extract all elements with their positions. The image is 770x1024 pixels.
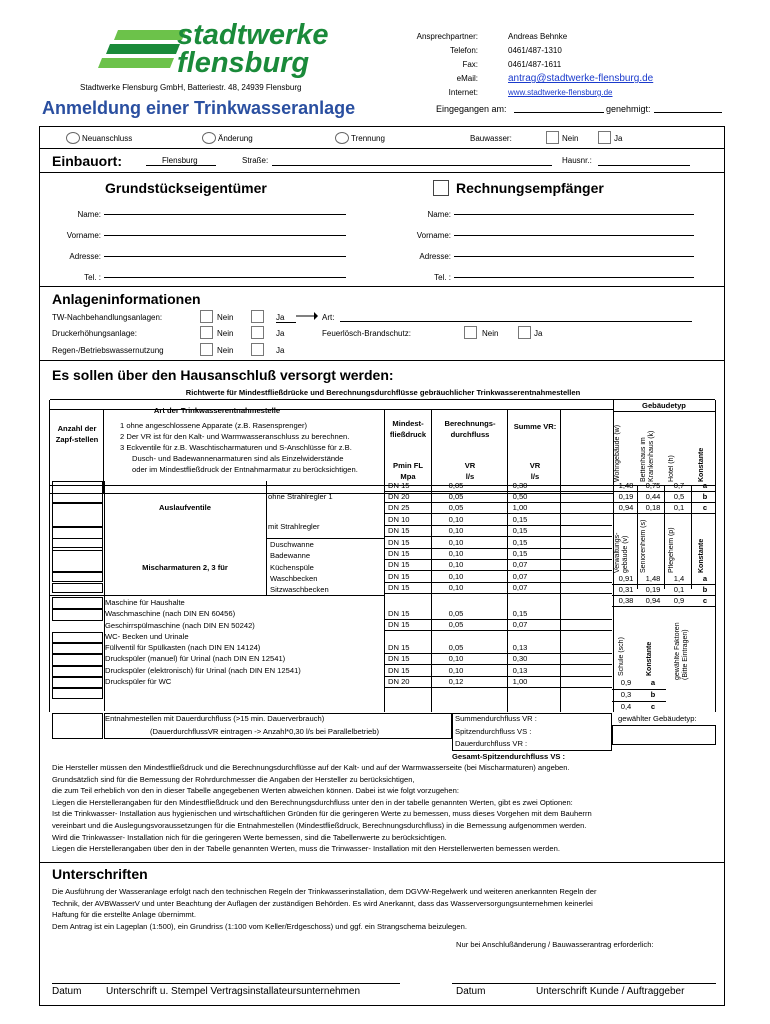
contact-values: Andreas Behnke 0461/487-1310 0461/487-1611 antrag@stadtwerke-flensburg.de www.stadtwerke-flensburg.de bbox=[508, 30, 653, 100]
flow-cell: 0,07 bbox=[512, 583, 528, 592]
without-aerator-label: ohne Strahlregler 1 bbox=[268, 492, 333, 501]
count-input[interactable] bbox=[52, 583, 103, 593]
row-divider bbox=[384, 593, 612, 594]
bt-value: 0,3 bbox=[620, 690, 632, 699]
bt-value: b bbox=[650, 690, 656, 699]
row-divider bbox=[384, 653, 612, 654]
supply-subtitle: Richtwerte für Mindestfließdrücke und Berechnungsdurchflüsse gebräuchlicher Trinkwasserentnahmestellen bbox=[185, 388, 581, 397]
row-divider bbox=[384, 548, 612, 549]
row-divider bbox=[384, 502, 612, 503]
company-address: Stadtwerke Flensburg GmbH, Batteriestr. 48, 24939 Flensburg bbox=[80, 83, 302, 92]
construction-water-label: Bauwasser: bbox=[470, 134, 512, 143]
other-outlets: Maschine für Haushalte Waschmaschine (nach DIN EN 60456) Geschirrspülmaschine (nach DIN EN 50242) WC- Becken und Urinale Füllventil für Spülkasten (nach DIN EN 14124) Druckspüler (manuel) für Urinal (nach DIN EN 12541) Druckspüler (elektronisch) für Urinal (nach DIN EN 12541) Druckspüler für WC bbox=[105, 598, 301, 687]
flow-cell: 0,15 bbox=[512, 515, 528, 524]
street-field[interactable] bbox=[272, 165, 552, 166]
min-pressure-cell: 0,12 bbox=[448, 677, 464, 686]
bt-value: 0,9 bbox=[620, 678, 632, 687]
col-calc-header: Berechnungs-durchfluss bbox=[444, 419, 496, 439]
owner-title: Grundstückseigentümer bbox=[105, 180, 267, 196]
bt-divider bbox=[612, 502, 716, 503]
billing-field-labels: Name: Vorname: Adresse: Tel. : bbox=[416, 210, 451, 282]
flow-cell: 0,13 bbox=[512, 643, 528, 652]
row-divider bbox=[384, 525, 612, 526]
booster-no-checkbox[interactable] bbox=[200, 326, 213, 339]
bt-value: 0,44 bbox=[645, 492, 661, 501]
supply-title: Es sollen über den Hausanschluß versorgt werden: bbox=[52, 367, 394, 383]
bt-value: 1,4 bbox=[673, 574, 685, 583]
divider bbox=[39, 286, 725, 287]
art-label: Art: bbox=[322, 313, 335, 322]
flow-cell: 0,07 bbox=[512, 560, 528, 569]
signature-text: Die Ausführung der Wasseranlage erfolgt nach den technischen Regeln der Trinkwasserinstallation, dem DGVW-Regelwerk und weiteren anerkannten Regeln der Technik, der AVBWasserV und unter Beachtung der Auflagen der zuständigen Behörden. Es wird Anerkannt, dass das Wasserversorgungsunternehmen keinerlei Haftung für die erstellte Anlage übernimmt. Dem Antrag ist ein Lageplan (1:500), ein Grundriss (1:100 vom Keller/Erdgeschoss) und ggf. ein Strangschema beizulegen. bbox=[52, 887, 597, 931]
booster-label: Druckerhöhungsanlage: bbox=[52, 329, 137, 338]
min-pressure-cell: 0,10 bbox=[448, 572, 464, 581]
units-min: Pmin FL Mpa bbox=[393, 461, 423, 481]
bt-value: 1,48 bbox=[618, 481, 634, 490]
bt-value: 0,5 bbox=[673, 492, 685, 501]
bt-divider bbox=[612, 701, 666, 702]
continuous-flow-hint: (DauerdurchflussVR eintragen -> Anzahl*0,30 l/s bei Parallelbetrieb) bbox=[150, 727, 379, 736]
signature-note: Nur bei Anschlußänderung / Bauwasserantrag erforderlich: bbox=[456, 940, 654, 949]
min-pressure-cell: 0,10 bbox=[448, 515, 464, 524]
min-pressure-cell: 0,05 bbox=[448, 503, 464, 512]
bt-head-s: Seniorenheim (s) bbox=[640, 519, 647, 573]
dn-cell: DN 15 bbox=[388, 643, 410, 652]
mixer-items: Duschwanne Badewanne Küchenspüle Waschbecken Sitzwaschbecken bbox=[270, 540, 329, 595]
install-location-label: Einbauort: bbox=[52, 153, 122, 169]
bt-head-w: Wohngebäude (w) bbox=[614, 424, 621, 482]
bt-divider bbox=[612, 689, 666, 690]
bt-value: 0,18 bbox=[645, 503, 661, 512]
row-divider bbox=[384, 491, 612, 492]
separation-label: Trennung bbox=[351, 134, 385, 143]
billing-address-field[interactable] bbox=[454, 256, 694, 257]
peak-flow-label: Spitzendurchfluss VS : bbox=[455, 727, 532, 736]
dn-cell: DN 25 bbox=[388, 503, 410, 512]
dn-cell: DN 10 bbox=[388, 515, 410, 524]
count-input[interactable] bbox=[52, 503, 103, 527]
min-pressure-cell: 0,10 bbox=[448, 526, 464, 535]
change-radio[interactable] bbox=[202, 132, 216, 144]
flow-cell: 0,30 bbox=[512, 654, 528, 663]
flow-cell: 0,13 bbox=[512, 666, 528, 675]
received-field[interactable] bbox=[514, 112, 604, 113]
tw-no-checkbox[interactable] bbox=[200, 310, 213, 323]
bt-divider bbox=[612, 491, 716, 492]
date-label-1: Datum bbox=[52, 986, 82, 997]
new-connection-label: Neuanschluss bbox=[82, 134, 133, 143]
billing-name-field[interactable] bbox=[454, 214, 694, 215]
min-pressure-cell: 0,10 bbox=[448, 654, 464, 663]
bt-value: 0,94 bbox=[645, 596, 661, 605]
bt-value: a bbox=[650, 678, 656, 687]
bt-head-v: Verwaltungs-gebäude (v) bbox=[614, 532, 629, 573]
construction-yes-checkbox[interactable] bbox=[598, 131, 611, 144]
bt-divider bbox=[612, 606, 716, 607]
manufacturer-notes: Die Hersteller müssen den Mindestfließdruck und die Berechnungsdurchflüsse auf der Kalt- und auf der Warmwasserseite (bei Mischarmaturen) angeben. Grundsätzlich sind für die Bemessung der Rohrdurchmesser die Angaben der Hersteller zu berücksichtigen, die zum Teil erheblich von den in dieser Tabelle angegebenen Werten abweichen können. Dabei ist wie folgt vorzugehen: Liegen die Herstellerangaben für den Mindestfließdruck und den Berechnungsdurchfluss unter den in der tabelle genannten Werten, gibt es zwei Optionen: Ist die Trinkwasser- Installation aus hygienischen und wirtschaftlichen Gründen für die geringeren Werte zu bemessen, muss dieses Vorgehen mit dem Bauherrn vereinbart und die Auslegungsvoraussetzungen für die Entnahmestellen (Mindestfließdruck, Berechnungsdurchfluss) in die Bemessung aufgenommen werden. Wird die Trinkwasser- Installation nich für die geringeren Werte bemessen, sind die Tabellenwerte zu berücksichtigen. Liegen die Herstellerangaben über den in der Tabelle genannten Werten, muss die Trinwasser- Installation mit den Herstellerwerten bemessen werden. bbox=[52, 763, 592, 854]
construction-no-label: Nein bbox=[562, 134, 579, 143]
group-divider bbox=[50, 595, 384, 596]
install-city: Flensburg bbox=[162, 156, 198, 165]
flow-cell: 0,15 bbox=[512, 538, 528, 547]
bt-head-k: Bettenhaus im Krankenhaus (k) bbox=[640, 430, 655, 482]
dn-cell: DN 15 bbox=[388, 560, 410, 569]
owner-field-labels: Name: Vorname: Adresse: Tel. : bbox=[66, 210, 101, 282]
bt-value: 0,38 bbox=[618, 596, 634, 605]
count-input[interactable] bbox=[52, 597, 103, 609]
min-pressure-cell: 0,05 bbox=[448, 643, 464, 652]
min-pressure-cell: 0,10 bbox=[448, 549, 464, 558]
booster-yes-checkbox[interactable] bbox=[251, 326, 264, 339]
bt-value: a bbox=[702, 574, 708, 583]
col-art-header: Art der Trinkwasserentnahmestelle bbox=[153, 406, 281, 415]
bt-divider bbox=[612, 584, 716, 585]
owner-phone-field[interactable] bbox=[104, 277, 346, 278]
row-divider bbox=[384, 513, 612, 514]
row-divider bbox=[384, 687, 612, 688]
contact-labels: Ansprechpartner: Telefon: Fax: eMail: Internet: bbox=[416, 32, 478, 97]
bt-value: 0,7 bbox=[673, 481, 685, 490]
count-input[interactable] bbox=[52, 677, 103, 688]
rain-no-checkbox[interactable] bbox=[200, 343, 213, 356]
dn-cell: DN 15 bbox=[388, 549, 410, 558]
bt-value: 0,75 bbox=[645, 481, 661, 490]
rain-no-label: Nein bbox=[217, 346, 234, 355]
tw-treatment-label: TW-Nachbehandlungsanlagen: bbox=[52, 313, 163, 322]
bt-value: b bbox=[702, 585, 708, 594]
construction-no-checkbox[interactable] bbox=[546, 131, 559, 144]
art-field[interactable] bbox=[340, 321, 692, 322]
rain-yes-label: Ja bbox=[276, 346, 285, 355]
sum-flow-label: Summendurchfluss VR : bbox=[455, 714, 537, 723]
flow-cell: 0,15 bbox=[512, 526, 528, 535]
count-input[interactable] bbox=[52, 572, 103, 582]
booster-no-label: Nein bbox=[217, 329, 234, 338]
count-input[interactable] bbox=[52, 632, 103, 643]
units-sum: VR l/s bbox=[529, 461, 541, 481]
count-input[interactable] bbox=[52, 688, 103, 699]
dn-cell: DN 15 bbox=[388, 609, 410, 618]
fire-yes-checkbox[interactable] bbox=[518, 326, 531, 339]
web-link[interactable]: www.stadtwerke-flensburg.de bbox=[508, 88, 613, 97]
billing-phone-field[interactable] bbox=[454, 277, 694, 278]
bt-head-const: Konstante bbox=[698, 447, 705, 482]
min-pressure-cell: 0,10 bbox=[448, 560, 464, 569]
flow-cell: 0,30 bbox=[512, 481, 528, 490]
tw-no-label: Nein bbox=[217, 313, 234, 322]
flow-cell: 1,00 bbox=[512, 503, 528, 512]
bt-value: 0,91 bbox=[618, 574, 634, 583]
dn-cell: DN 20 bbox=[388, 492, 410, 501]
bt-value: b bbox=[702, 492, 708, 501]
min-pressure-cell: 0,05 bbox=[448, 492, 464, 501]
bt-head-p: Pflegeheim (p) bbox=[668, 527, 675, 573]
count-input[interactable] bbox=[52, 538, 103, 548]
outlet-label: Auslaufventile bbox=[159, 503, 211, 512]
dn-cell: DN 15 bbox=[388, 654, 410, 663]
col-count-header: Anzahl der Zapf-stellen bbox=[55, 424, 99, 444]
house-number-label: Hausnr.: bbox=[562, 156, 592, 165]
bt-head-h: Hotel (h) bbox=[668, 455, 675, 482]
count-input[interactable] bbox=[52, 643, 103, 654]
col-sum-header: Summe VR: bbox=[513, 422, 557, 431]
arrow-icon bbox=[296, 311, 318, 321]
bt-head-chosen: gewählte Faktoren (Bitte Eintragen) bbox=[674, 622, 689, 680]
units-calc: VR l/s bbox=[464, 461, 476, 481]
min-pressure-cell: 0,05 bbox=[448, 620, 464, 629]
count-input[interactable] bbox=[52, 481, 103, 503]
fire-yes-label: Ja bbox=[534, 329, 543, 338]
fire-no-label: Nein bbox=[482, 329, 499, 338]
city-field[interactable] bbox=[146, 165, 216, 166]
house-number-field[interactable] bbox=[598, 165, 690, 166]
bt-value: 0,19 bbox=[618, 492, 634, 501]
row-divider bbox=[384, 570, 612, 571]
row-divider bbox=[384, 664, 612, 665]
dn-cell: DN 15 bbox=[388, 526, 410, 535]
separation-radio[interactable] bbox=[335, 132, 349, 144]
plant-info-title: Anlageninformationen bbox=[52, 291, 201, 307]
divider bbox=[39, 148, 725, 149]
bt-value: 0,94 bbox=[618, 503, 634, 512]
count-input[interactable] bbox=[52, 609, 103, 621]
signatures-title: Unterschriften bbox=[52, 866, 148, 882]
row-divider bbox=[384, 559, 612, 560]
bt-value: c bbox=[650, 702, 656, 711]
email-link[interactable]: antrag@stadtwerke-flensburg.de bbox=[508, 73, 654, 84]
min-pressure-cell: 0,05 bbox=[448, 609, 464, 618]
bt-value: 0,4 bbox=[620, 702, 632, 711]
total-peak-label: Gesamt-Spitzendurchfluss VS : bbox=[452, 752, 566, 761]
flow-cell: 0,07 bbox=[512, 620, 528, 629]
fire-no-checkbox[interactable] bbox=[464, 326, 477, 339]
min-pressure-cell: 0,10 bbox=[448, 583, 464, 592]
divider bbox=[39, 172, 725, 173]
customer-signature-label: Unterschrift Kunde / Auftraggeber bbox=[536, 986, 685, 997]
owner-firstname-field[interactable] bbox=[104, 235, 346, 236]
count-input[interactable] bbox=[52, 550, 103, 572]
row-divider bbox=[384, 676, 612, 677]
owner-name-field[interactable] bbox=[104, 214, 346, 215]
flow-cell: 0,07 bbox=[512, 572, 528, 581]
dn-cell: DN 20 bbox=[388, 677, 410, 686]
approved-field[interactable] bbox=[654, 112, 722, 113]
flow-cell: 1,00 bbox=[512, 677, 528, 686]
tw-yes-checkbox[interactable] bbox=[251, 310, 264, 323]
min-pressure-cell: 0,10 bbox=[448, 538, 464, 547]
page-title: Anmeldung einer Trinkwasseranlage bbox=[42, 98, 356, 118]
min-pressure-cell: 0,05 bbox=[448, 481, 464, 490]
building-type-header: Gebäudetyp bbox=[642, 401, 686, 410]
rain-yes-checkbox[interactable] bbox=[251, 343, 264, 356]
billing-checkbox[interactable] bbox=[433, 180, 449, 196]
bt-head-const2: Konstante bbox=[698, 538, 705, 573]
chosen-type-field[interactable] bbox=[612, 725, 716, 745]
rainwater-label: Regen-/Betriebswassernutzung bbox=[52, 346, 164, 355]
bt-value: 0,31 bbox=[618, 585, 634, 594]
flow-cell: 0,15 bbox=[512, 549, 528, 558]
flow-cell: 0,50 bbox=[512, 492, 528, 501]
continuous-flow-label: Entnahmestellen mit Dauerdurchfluss (>15 min. Dauerverbrauch) bbox=[105, 714, 325, 723]
booster-yes-label: Ja bbox=[276, 329, 285, 338]
row-divider bbox=[384, 582, 612, 583]
bt-value: 0,1 bbox=[673, 585, 685, 594]
signature-line-2[interactable] bbox=[452, 983, 716, 984]
divider bbox=[39, 360, 725, 361]
bt-head-sch: Schule (sch) bbox=[618, 637, 625, 676]
notes: 1 ohne angeschlossene Apparate (z.B. Rasensprenger) 2 Der VR ist für den Kalt- und Warmwasseranschluss zu berechnen. 3 Eckventile für z.B. Waschtischarmaturen und S-Anschlüsse für z.B. Dusch- und Badewannenarmaturen sind als Einzelwiderstände oder im Mindestfließdruck der Entnahmarmatur zu berücksichtigen. bbox=[120, 421, 358, 474]
new-connection-radio[interactable] bbox=[66, 132, 80, 144]
change-label: Änderung bbox=[218, 134, 253, 143]
logo-text-1: stadtwerke bbox=[177, 19, 329, 51]
fire-protection-label: Feuerlösch-Brandschutz: bbox=[322, 329, 411, 338]
group-divider bbox=[266, 481, 267, 595]
billing-title: Rechnungsempfänger bbox=[456, 180, 604, 196]
flow-cell: 0,15 bbox=[512, 609, 528, 618]
divider bbox=[39, 862, 725, 863]
bt-value: 0,19 bbox=[645, 585, 661, 594]
dn-cell: DN 15 bbox=[388, 538, 410, 547]
construction-yes-label: Ja bbox=[614, 134, 623, 143]
dn-cell: DN 15 bbox=[388, 583, 410, 592]
count-input[interactable] bbox=[52, 713, 103, 739]
bt-divider bbox=[612, 595, 716, 596]
bt-value: 1,48 bbox=[645, 574, 661, 583]
chosen-type-label: gewählter Gebäudetyp: bbox=[618, 714, 697, 723]
street-label: Straße: bbox=[242, 156, 269, 165]
min-pressure-cell: 0,10 bbox=[448, 666, 464, 675]
count-input[interactable] bbox=[52, 666, 103, 677]
bt-value: 0,1 bbox=[673, 503, 685, 512]
logo-stripes-icon bbox=[90, 26, 190, 78]
logo-text-2: flensburg bbox=[177, 47, 310, 79]
row-divider bbox=[384, 619, 612, 620]
owner-address-field[interactable] bbox=[104, 256, 346, 257]
bt-head-const3: Konstante bbox=[646, 641, 653, 676]
bt-value: 0,9 bbox=[673, 596, 685, 605]
approved-label: genehmigt: bbox=[606, 104, 651, 114]
row-divider bbox=[384, 630, 612, 631]
date-label-2: Datum bbox=[456, 986, 486, 997]
dn-cell: DN 15 bbox=[388, 666, 410, 675]
tw-yes-label: Ja bbox=[276, 313, 296, 323]
bt-value: c bbox=[702, 503, 708, 512]
dn-cell: DN 15 bbox=[388, 481, 410, 490]
installer-signature-label: Unterschrift u. Stempel Vertragsinstallateursunternehmen bbox=[106, 986, 361, 997]
mixer-label: Mischarmaturen 2, 3 für bbox=[142, 563, 228, 572]
received-label: Eingegangen am: bbox=[436, 104, 507, 114]
col-min-header: Mindest-fließdruck bbox=[389, 419, 427, 439]
bt-divider bbox=[612, 513, 716, 514]
bt-value: a bbox=[702, 481, 708, 490]
signature-line-1[interactable] bbox=[52, 983, 400, 984]
count-input[interactable] bbox=[52, 654, 103, 666]
bt-value: c bbox=[702, 596, 708, 605]
dn-cell: DN 15 bbox=[388, 572, 410, 581]
billing-firstname-field[interactable] bbox=[454, 235, 694, 236]
row-divider bbox=[384, 536, 612, 537]
with-aerator-label: mit Strahlregler bbox=[268, 522, 320, 531]
dn-cell: DN 15 bbox=[388, 620, 410, 629]
continuous-sum-label: Dauerdurchfluss VR : bbox=[455, 739, 528, 748]
